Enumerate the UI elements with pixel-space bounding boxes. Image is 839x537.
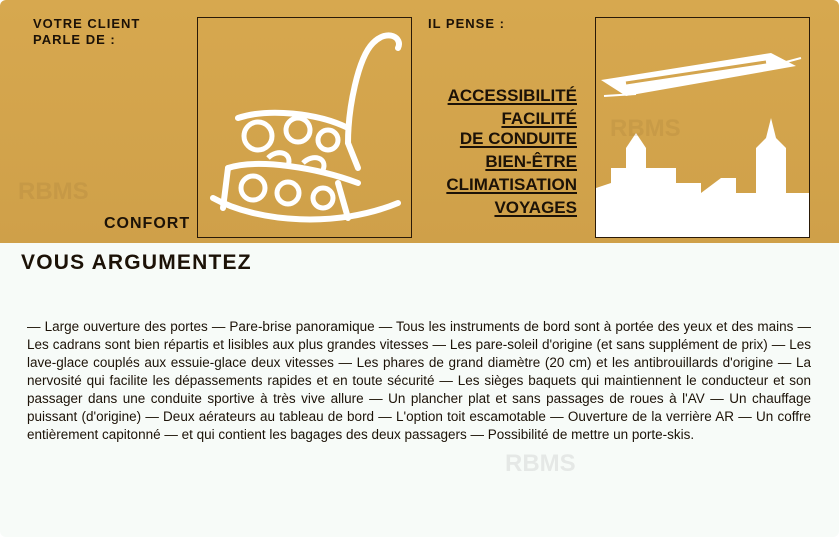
watermark: RBMS	[610, 115, 681, 142]
idea-climatisation: CLIMATISATION	[446, 175, 577, 194]
topic-label: CONFORT	[104, 215, 191, 232]
pense-label: IL PENSE :	[428, 16, 505, 31]
argument-text: — Large ouverture des portes — Pare-brise panoramique — Tous les instruments de bord sont à portée des yeux et des mains — Les cadrans sont bien répartis et lisibles aux plus grandes vitesses — Les pare-soleil d'origine (et sans supplément de prix) — Les lave-glace couplés aux essuie-glace deux vitesses — Les phares de grand diamètre (20 cm) et les antibrouillards d'origine — La nervosité qui facilite les dépassements rapides et en toute sécurité — Les sièges baquets qui maintiennent le conducteur et son passager dans une conduite sportive à très vive allure — Un plancher plat et sans passages de roues à l'AV — Un chauffage puissant (d'origine) — Deux aérateurs au tableau de bord — L'option toit escamotable — Ouverture de la verrière AR — Un coffre entièrement capitonné — et qui contient les bagages des deux passagers — Possibilité de mettre un porte-skis.	[27, 319, 811, 442]
idea-facilite-conduite: FACILITÉ DE CONDUITE	[459, 109, 577, 148]
ideas-list	[446, 86, 577, 221]
idea-bien-etre: BIEN-ÊTRE	[485, 152, 577, 171]
idea-accessibilite: ACCESSIBILITÉ	[447, 86, 577, 105]
watermark: RBMS	[18, 178, 89, 205]
idea-voyages: VOYAGES	[494, 198, 577, 217]
section-heading: VOUS ARGUMENTEZ	[21, 251, 252, 274]
client-label: VOTRE CLIENT PARLE DE :	[33, 16, 141, 47]
watermark: RBMS	[505, 450, 576, 477]
rocking-chair-illustration	[197, 17, 412, 238]
rocking-chair-icon	[198, 18, 411, 237]
